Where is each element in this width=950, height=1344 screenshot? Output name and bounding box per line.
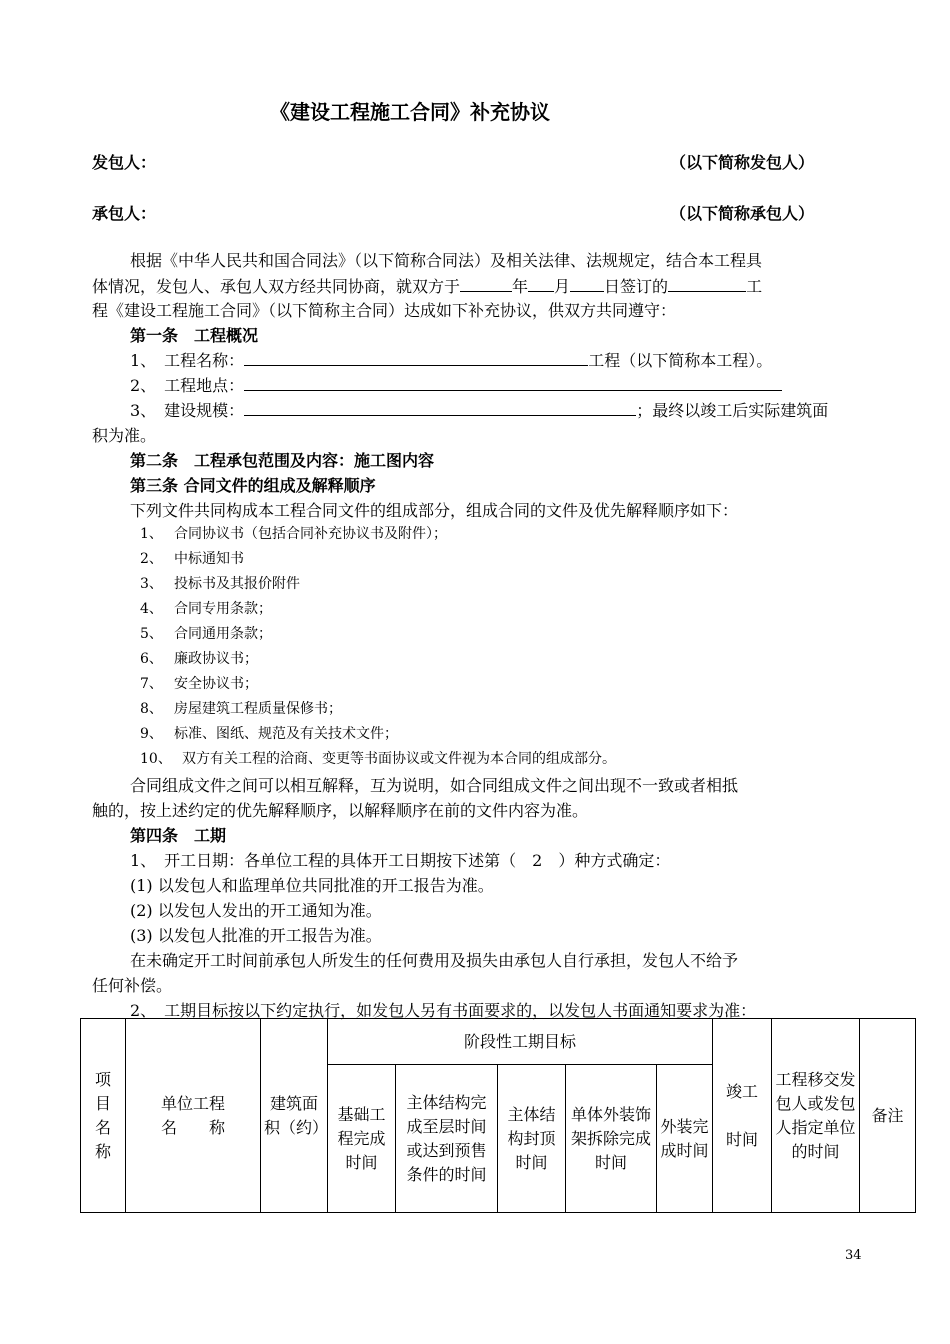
construction-scale-row: 3、 建设规模： ；最终以竣工后实际建筑面 (130, 401, 829, 420)
article-3-heading: 第三条 合同文件的组成及解释顺序 (130, 476, 376, 495)
start-option: (3) 以发包人批准的开工报告为准。 (130, 926, 382, 945)
party-b-label: 承包人： (92, 204, 157, 223)
col-item-name: 项目名称 (81, 1019, 126, 1213)
start-option: (1) 以发包人和监理单位共同批准的开工报告为准。 (130, 876, 494, 895)
doc-list-item: 9、 标准、图纸、规范及有关技术文件； (140, 726, 398, 742)
article-3-note-line-2: 触的，按上述约定的优先解释顺序，以解释顺序在前的文件内容为准。 (92, 801, 589, 820)
sub-col-main-structure: 主体结构完成至层时间或达到预售条件的时间 (396, 1065, 498, 1213)
article-2-heading: 第二条 工程承包范围及内容：施工图内容 (130, 451, 435, 470)
col-handover-time: 工程移交发包人或发包人指定单位的时间 (772, 1019, 860, 1213)
sub-col-topping-out: 主体结构封顶时间 (498, 1065, 566, 1213)
doc-list-item: 2、 中标通知书 (140, 551, 244, 567)
page-number: 34 (845, 1248, 862, 1263)
doc-list-item: 4、 合同专用条款； (140, 601, 272, 617)
construction-scale-cont: 积为准。 (92, 426, 157, 445)
article-3-intro: 下列文件共同构成本工程合同文件的组成部分，组成合同的文件及优先解释顺序如下： (130, 501, 739, 520)
cost-line-2: 任何补偿。 (92, 976, 173, 995)
article-3-note-line-1: 合同组成文件之间可以相互解释，互为说明，如合同组成文件之间出现不一致或者相抵 (130, 776, 739, 795)
col-building-area: 建筑面积（约） (261, 1019, 328, 1213)
intro-line-3: 程《建设工程施工合同》（以下简称主合同）达成如下补充协议，供双方共同遵守： (92, 301, 677, 320)
party-a-note: （以下简称发包人） (670, 153, 815, 172)
doc-list-item: 3、 投标书及其报价附件 (140, 576, 300, 592)
doc-list-item: 5、 合同通用条款； (140, 626, 272, 642)
schedule-target-line: 2、 工期目标按以下约定执行，如发包人另有书面要求的，以发包人书面通知要求为准： (130, 1001, 757, 1020)
project-name-row: 1、 工程名称： 工程（以下简称本工程）。 (130, 351, 773, 370)
sub-col-scaffold-removal: 单体外装饰架拆除完成时间 (566, 1065, 657, 1213)
schedule-table (80, 1018, 916, 1213)
doc-list-item: 6、 廉政协议书； (140, 651, 258, 667)
project-location-row: 2、 工程地点： (130, 373, 782, 396)
doc-list-item: 10、 双方有关工程的洽商、变更等书面协议或文件视为本合同的组成部分。 (140, 751, 616, 767)
cost-line-1: 在未确定开工时间前承包人所发生的任何费用及损失由承包人自行承担，发包人不给予 (130, 951, 739, 970)
doc-list-item: 1、 合同协议书（包括合同补充协议书及附件）； (140, 526, 447, 542)
party-b-note: （以下简称承包人） (670, 204, 815, 223)
doc-list-item: 8、 房屋建筑工程质量保修书； (140, 701, 342, 717)
intro-line-1: 根据《中华人民共和国合同法》（以下简称合同法）及相关法律、法规规定，结合本工程具 (130, 251, 763, 270)
start-option: (2) 以发包人发出的开工通知为准。 (130, 901, 382, 920)
sub-col-facade-complete: 外装完成时间 (657, 1065, 713, 1213)
article-1-heading: 第一条 工程概况 (130, 326, 259, 345)
col-phase-header: 阶段性工期目标 (328, 1019, 713, 1065)
col-remarks: 备注 (860, 1019, 916, 1213)
start-date-line: 1、 开工日期：各单位工程的具体开工日期按下述第（ 2 ）种方式确定： (130, 851, 671, 870)
sub-col-foundation: 基础工程完成时间 (328, 1065, 396, 1213)
page-title: 《建设工程施工合同》补充协议 (270, 100, 550, 124)
article-4-heading: 第四条 工期 (130, 826, 227, 845)
col-completion-time: 竣工 时间 (713, 1019, 772, 1213)
intro-line-2: 体情况，发包人、承包人双方经共同协商，就双方于 年 月 日签订的 工 (92, 277, 763, 296)
col-unit-name: 单位工程 名 称 (126, 1019, 261, 1213)
party-a-label: 发包人： (92, 153, 157, 172)
doc-list-item: 7、 安全协议书； (140, 676, 258, 692)
